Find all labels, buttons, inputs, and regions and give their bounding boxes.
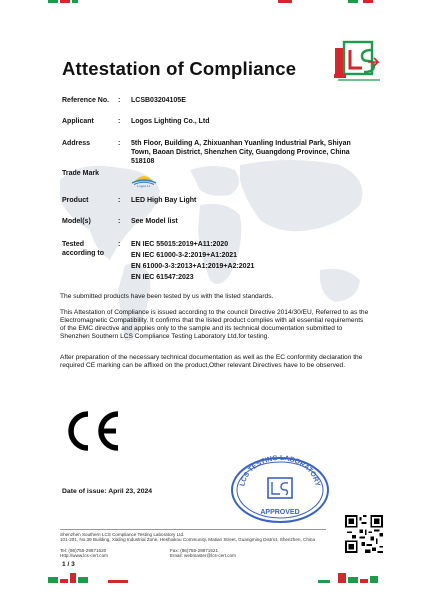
footer-company: Shenzhen Southern LCS Compliance Testing Laboratory Ltd.	[60, 532, 185, 537]
standard-item: EN IEC 61000-3-2:2019+A1:2021	[131, 252, 238, 260]
field-value-models: See Model list	[131, 218, 178, 225]
issue-date: Date of issue: April 23, 2024	[62, 488, 153, 495]
footer-divider	[60, 529, 326, 530]
paragraph-directive: This Attestation of Compliance is issued according to the council Directive 2014/30/EU, Referred to as the Electromagnetic Compatibility. It confirms that the listed product complies with all essential requirements of the EMC directive and applies only to the sample and its technical documentation submitted to Shenzhen Southern LCS Compliance Testing Laboratory Ltd.for testing.	[60, 309, 369, 341]
approval-stamp	[228, 452, 332, 524]
colon: :	[118, 97, 121, 104]
document-title: Attestation of Compliance	[62, 58, 297, 79]
tested-label-line1: Tested	[62, 241, 85, 248]
standard-item: EN IEC 55015:2019+A11:2020	[131, 241, 229, 248]
field-value-product: LED High Bay Light	[131, 197, 197, 204]
field-label-address: Address	[62, 140, 91, 147]
field-label-product: Product	[62, 197, 89, 204]
footer-web: Http://www.lcs-cert.com	[60, 553, 108, 558]
paragraph-tested: The submitted products have been tested by us with the listed standards.	[60, 293, 274, 300]
footer-tel: Tel: (86)755-29871520	[60, 548, 107, 553]
paragraph-ce-marking: After preparation of the necessary technical documentation as well as the EC conformity declaration the required CE marking can be affixed on the product,Other relevant Directives have to be observed.	[60, 354, 363, 370]
standard-item: EN 61000-3-3:2013+A1:2019+A2:2021	[131, 263, 255, 271]
stamp-bottom-text: APPROVED	[260, 509, 300, 516]
colon: :	[118, 218, 121, 225]
field-label-reference: Reference No.	[62, 97, 110, 104]
colon: :	[118, 118, 121, 125]
ce-mark-icon	[62, 410, 122, 452]
field-value-address: 5th Floor, Building A, Zhixuanhan Yuanling Industrial Park, Shiyan Town, Baoan District, Shenzhen City, Guangdong Province, China 518108	[131, 140, 351, 165]
tested-label-line2: according to	[62, 249, 105, 257]
colon: :	[118, 140, 121, 147]
footer-address: 101-201, No.39 Building, Xialing Industrial Zone, Heshuikou Community, Matian Street, Guangming District, Shenzhen, China	[60, 537, 316, 542]
colon: :	[118, 241, 121, 248]
trade-mark-text: Logos Lt.	[137, 184, 151, 188]
page-number: 1 / 3	[62, 561, 75, 568]
stamp-top-text: LCS TESTING LABORATORY	[239, 454, 321, 488]
field-label-applicant: Applicant	[62, 118, 94, 125]
footer-email: Email: webmaster@lcs-cert.com	[170, 553, 236, 558]
trade-mark-logo	[131, 172, 157, 190]
top-decor-bar	[48, 0, 378, 3]
field-value-applicant: Logos Lighting Co., Ltd	[131, 118, 210, 125]
standard-item: EN IEC 61547:2023	[131, 274, 194, 282]
field-label-trademark: Trade Mark	[62, 170, 99, 177]
qr-code-icon	[345, 515, 383, 553]
field-value-reference: LCSB03204105E	[131, 97, 186, 104]
footer-fax: Fax: (86)755-29871521	[170, 548, 219, 553]
lcs-logo-icon	[332, 38, 384, 82]
field-label-tested	[62, 241, 104, 258]
bottom-decor-bar	[48, 571, 378, 583]
standards-list	[131, 241, 371, 285]
colon: :	[118, 197, 121, 204]
field-label-models: Model(s)	[62, 218, 91, 225]
